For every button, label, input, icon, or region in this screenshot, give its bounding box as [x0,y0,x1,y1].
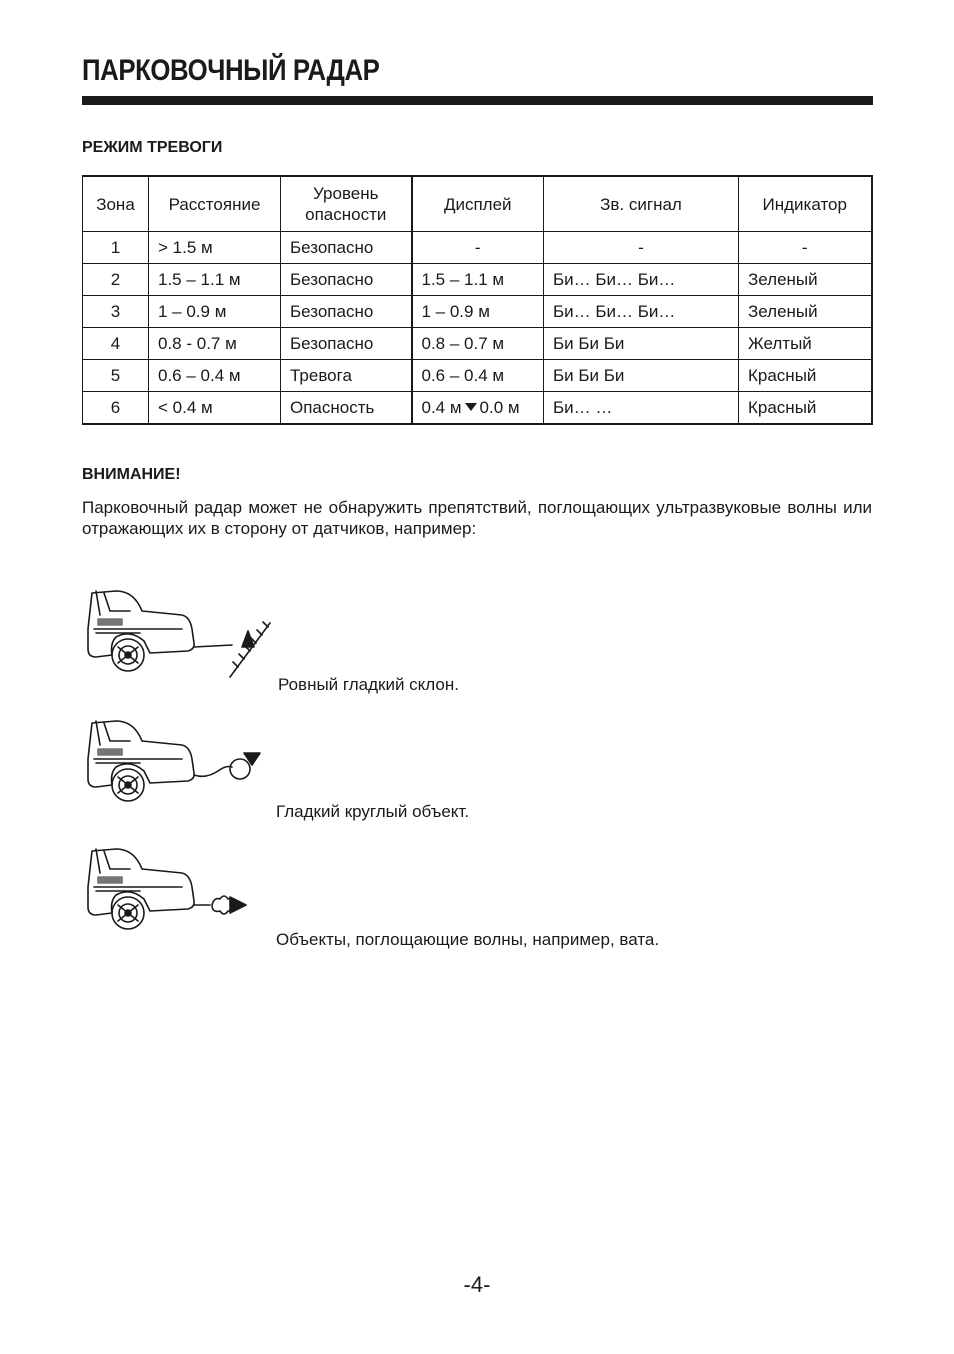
header-danger-level-text: Уровень опасности [305,184,387,224]
page-title: ПАРКОВОЧНЫЙ РАДАР [82,54,380,87]
cell-danger-level: Безопасно [281,296,412,328]
cell-sound-signal: Би Би Би [544,328,739,360]
table-row [83,232,872,264]
car-round-object-illustration [82,715,282,825]
cell-danger-level: Безопасно [281,232,412,264]
cell-danger-level: Безопасно [281,264,412,296]
cell-indicator: Зеленый [739,296,872,328]
table-row [83,264,872,296]
header-zone: Зона [83,176,149,232]
header-display: Дисплей [412,176,544,232]
cell-display: 0.6 – 0.4 м [412,360,544,392]
cell-distance: 1.5 – 1.1 м [149,264,281,296]
cell-display [412,392,544,425]
display-range-to: 0.0 м [479,397,520,417]
cell-zone: 1 [83,232,149,264]
header-indicator: Индикатор [739,176,872,232]
cell-display: 1 – 0.9 м [412,296,544,328]
cell-sound-signal: Би… Би… Би… [544,264,739,296]
cell-sound-signal: - [544,232,739,264]
header-distance: Расстояние [149,176,281,232]
cell-distance: 0.6 – 0.4 м [149,360,281,392]
cell-zone: 4 [83,328,149,360]
cell-display: - [412,232,544,264]
cell-indicator: Красный [739,360,872,392]
cell-display: 1.5 – 1.1 м [412,264,544,296]
cell-zone: 5 [83,360,149,392]
cell-zone: 3 [83,296,149,328]
alarm-mode-heading: РЕЖИМ ТРЕВОГИ [82,139,223,156]
alarm-mode-table [82,175,873,425]
cell-sound-signal: Би Би Би [544,360,739,392]
table-row [83,392,872,425]
cell-zone: 2 [83,264,149,296]
example-caption: Объекты, поглощающие волны, например, вата. [276,930,660,949]
title-rule [82,96,873,105]
down-triangle-icon [465,403,477,411]
table-header-row [83,176,872,232]
cell-distance: 0.8 - 0.7 м [149,328,281,360]
page-number: -4- [463,1272,491,1297]
table-row [83,360,872,392]
cell-distance: < 0.4 м [149,392,281,425]
warning-heading: ВНИМАНИЕ! [82,466,181,483]
cell-indicator: - [739,232,872,264]
table-row [83,328,872,360]
table-row [83,296,872,328]
header-sound-signal: Зв. сигнал [544,176,739,232]
cell-danger-level: Безопасно [281,328,412,360]
cell-zone: 6 [83,392,149,425]
cell-display: 0.8 – 0.7 м [412,328,544,360]
header-danger-level [281,176,412,232]
car-slope-illustration [82,585,282,695]
cell-danger-level: Тревога [281,360,412,392]
display-range-from: 0.4 м [421,397,462,417]
cell-indicator: Желтый [739,328,872,360]
cell-sound-signal: Би… … [544,392,739,425]
warning-text: Парковочный радар может не обнаружить препятствий, поглощающих ультразвуковые волны или отражающих их в сторону от датчиков, например: [82,498,872,538]
cell-distance: 1 – 0.9 м [149,296,281,328]
cell-danger-level: Опасность [281,392,412,425]
example-caption: Ровный гладкий склон. [278,675,459,694]
cell-distance: > 1.5 м [149,232,281,264]
cell-indicator: Зеленый [739,264,872,296]
cell-sound-signal: Би… Би… Би… [544,296,739,328]
cell-indicator: Красный [739,392,872,425]
example-caption: Гладкий круглый объект. [276,802,470,821]
car-cotton-illustration [82,843,282,953]
